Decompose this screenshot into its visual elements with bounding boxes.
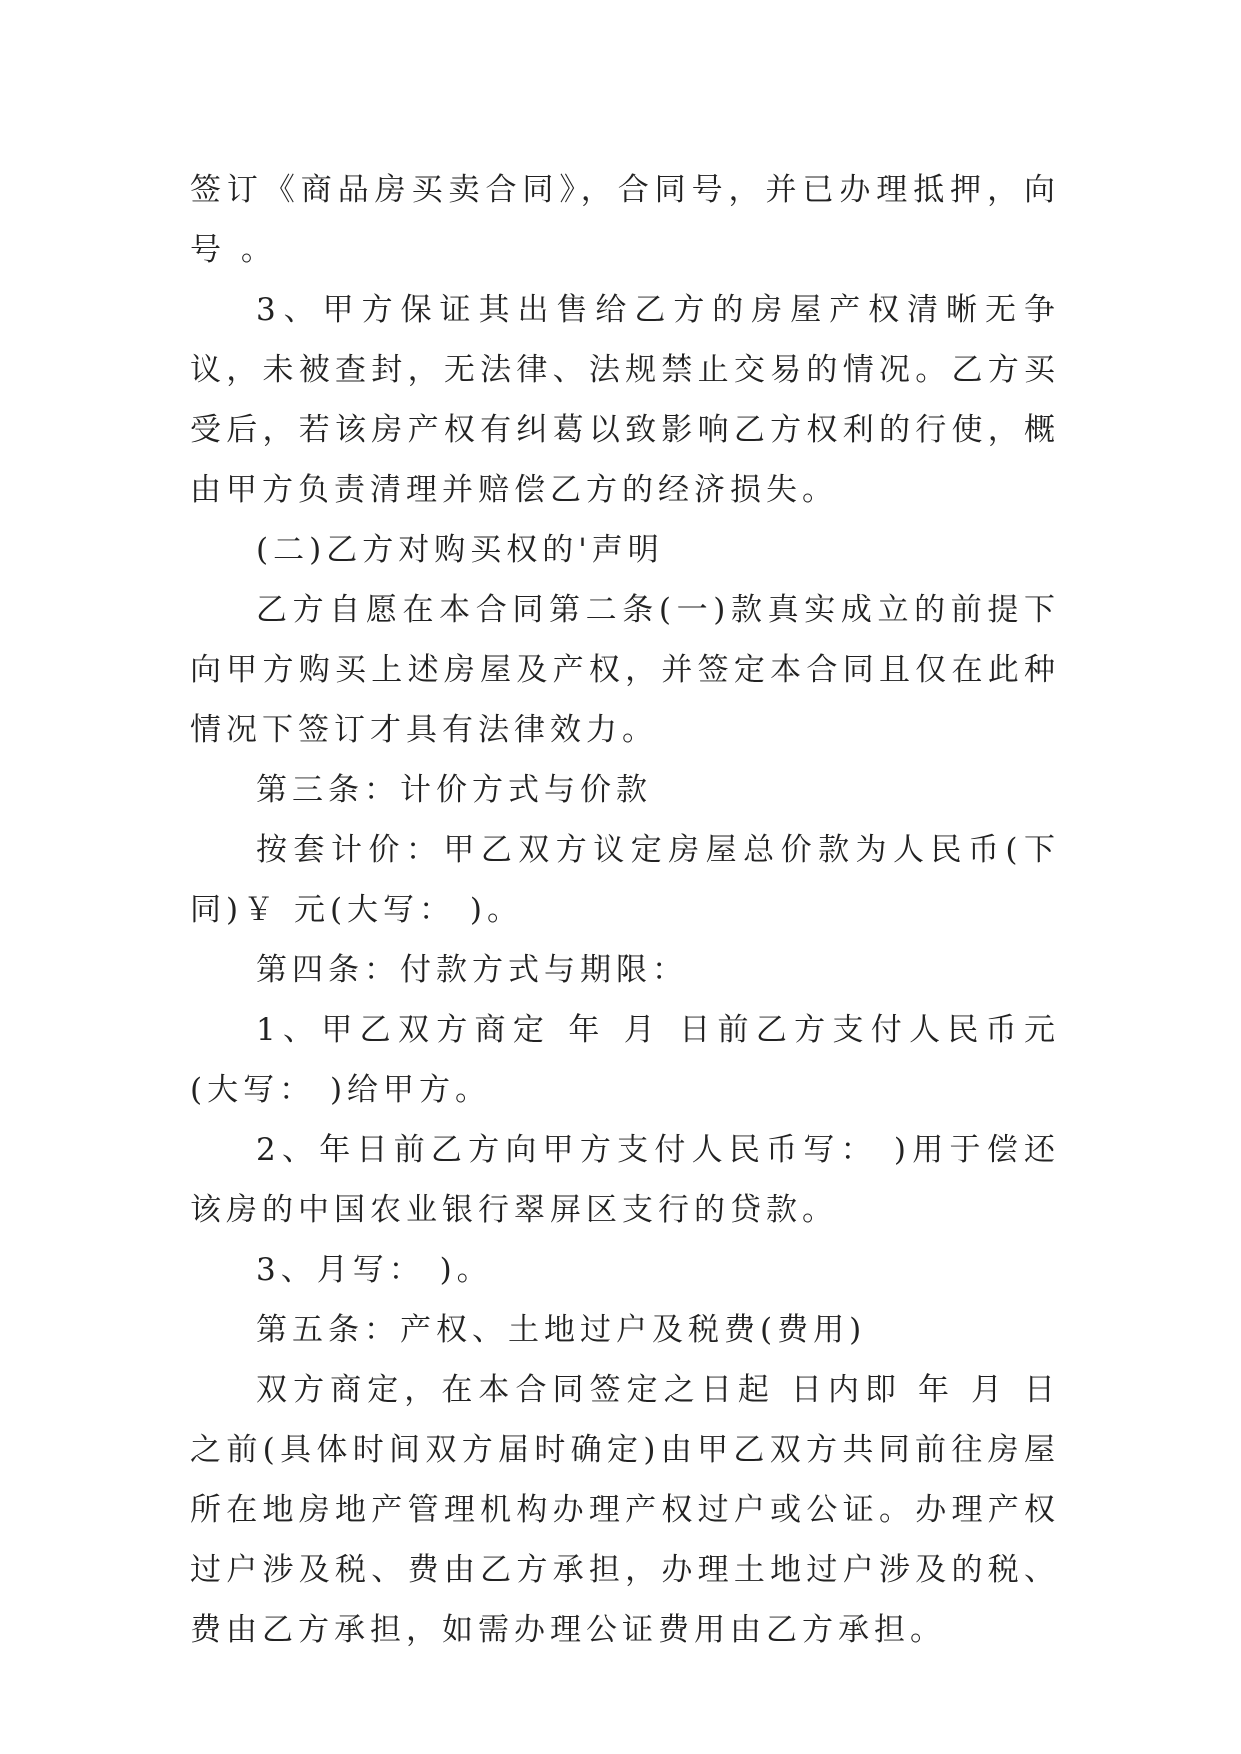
article-heading-pricing: 第三条：计价方式与价款 — [256, 772, 652, 808]
paragraph-transfer-taxes: 双方商定，在本合同签定之日起 日内即 年 月 日之前(具体时间双方届时确定)由甲乙双方共同前往房屋所在地房地产管理机构办理产权过户或公证。办理产权过户涉及税、费由乙方承担，办理土地过户涉及的税、费由乙方承担，如需办理公证费用由乙方承担。 — [190, 1372, 1060, 1648]
paragraph-contract-signing: 签订《商品房买卖合同》，合同号，并已办理抵押，向号 。 — [190, 172, 1060, 268]
section-heading-buyer-statement: (二)乙方对购买权的'声明 — [256, 532, 664, 568]
article-heading-transfer-taxes: 第五条：产权、土地过户及税费(费用) — [256, 1312, 867, 1348]
paragraph-payment-2: 2、年日前乙方向甲方支付人民币写： )用于偿还该房的中国农业银行翠屏区支行的贷款。 — [190, 1132, 1060, 1228]
paragraph-payment-3: 3、月写： )。 — [256, 1252, 493, 1288]
paragraph-buyer-statement: 乙方自愿在本合同第二条(一)款真实成立的前提下向甲方购买上述房屋及产权，并签定本合同且仅在此种情况下签订才具有法律效力。 — [190, 592, 1060, 748]
paragraph-payment-1: 1、甲乙双方商定 年 月 日前乙方支付人民币元(大写： )给甲方。 — [190, 1012, 1060, 1108]
contract-body — [190, 160, 1060, 1660]
paragraph-seller-guarantee: 3、甲方保证其出售给乙方的房屋产权清晰无争议，未被查封，无法律、法规禁止交易的情况。乙方买受后，若该房产权有纠葛以致影响乙方权利的行使，概由甲方负责清理并赔偿乙方的经济损失。 — [190, 292, 1060, 508]
article-heading-payment: 第四条：付款方式与期限： — [256, 952, 688, 988]
paragraph-total-price: 按套计价：甲乙双方议定房屋总价款为人民币(下同)￥ 元(大写： )。 — [190, 832, 1060, 928]
